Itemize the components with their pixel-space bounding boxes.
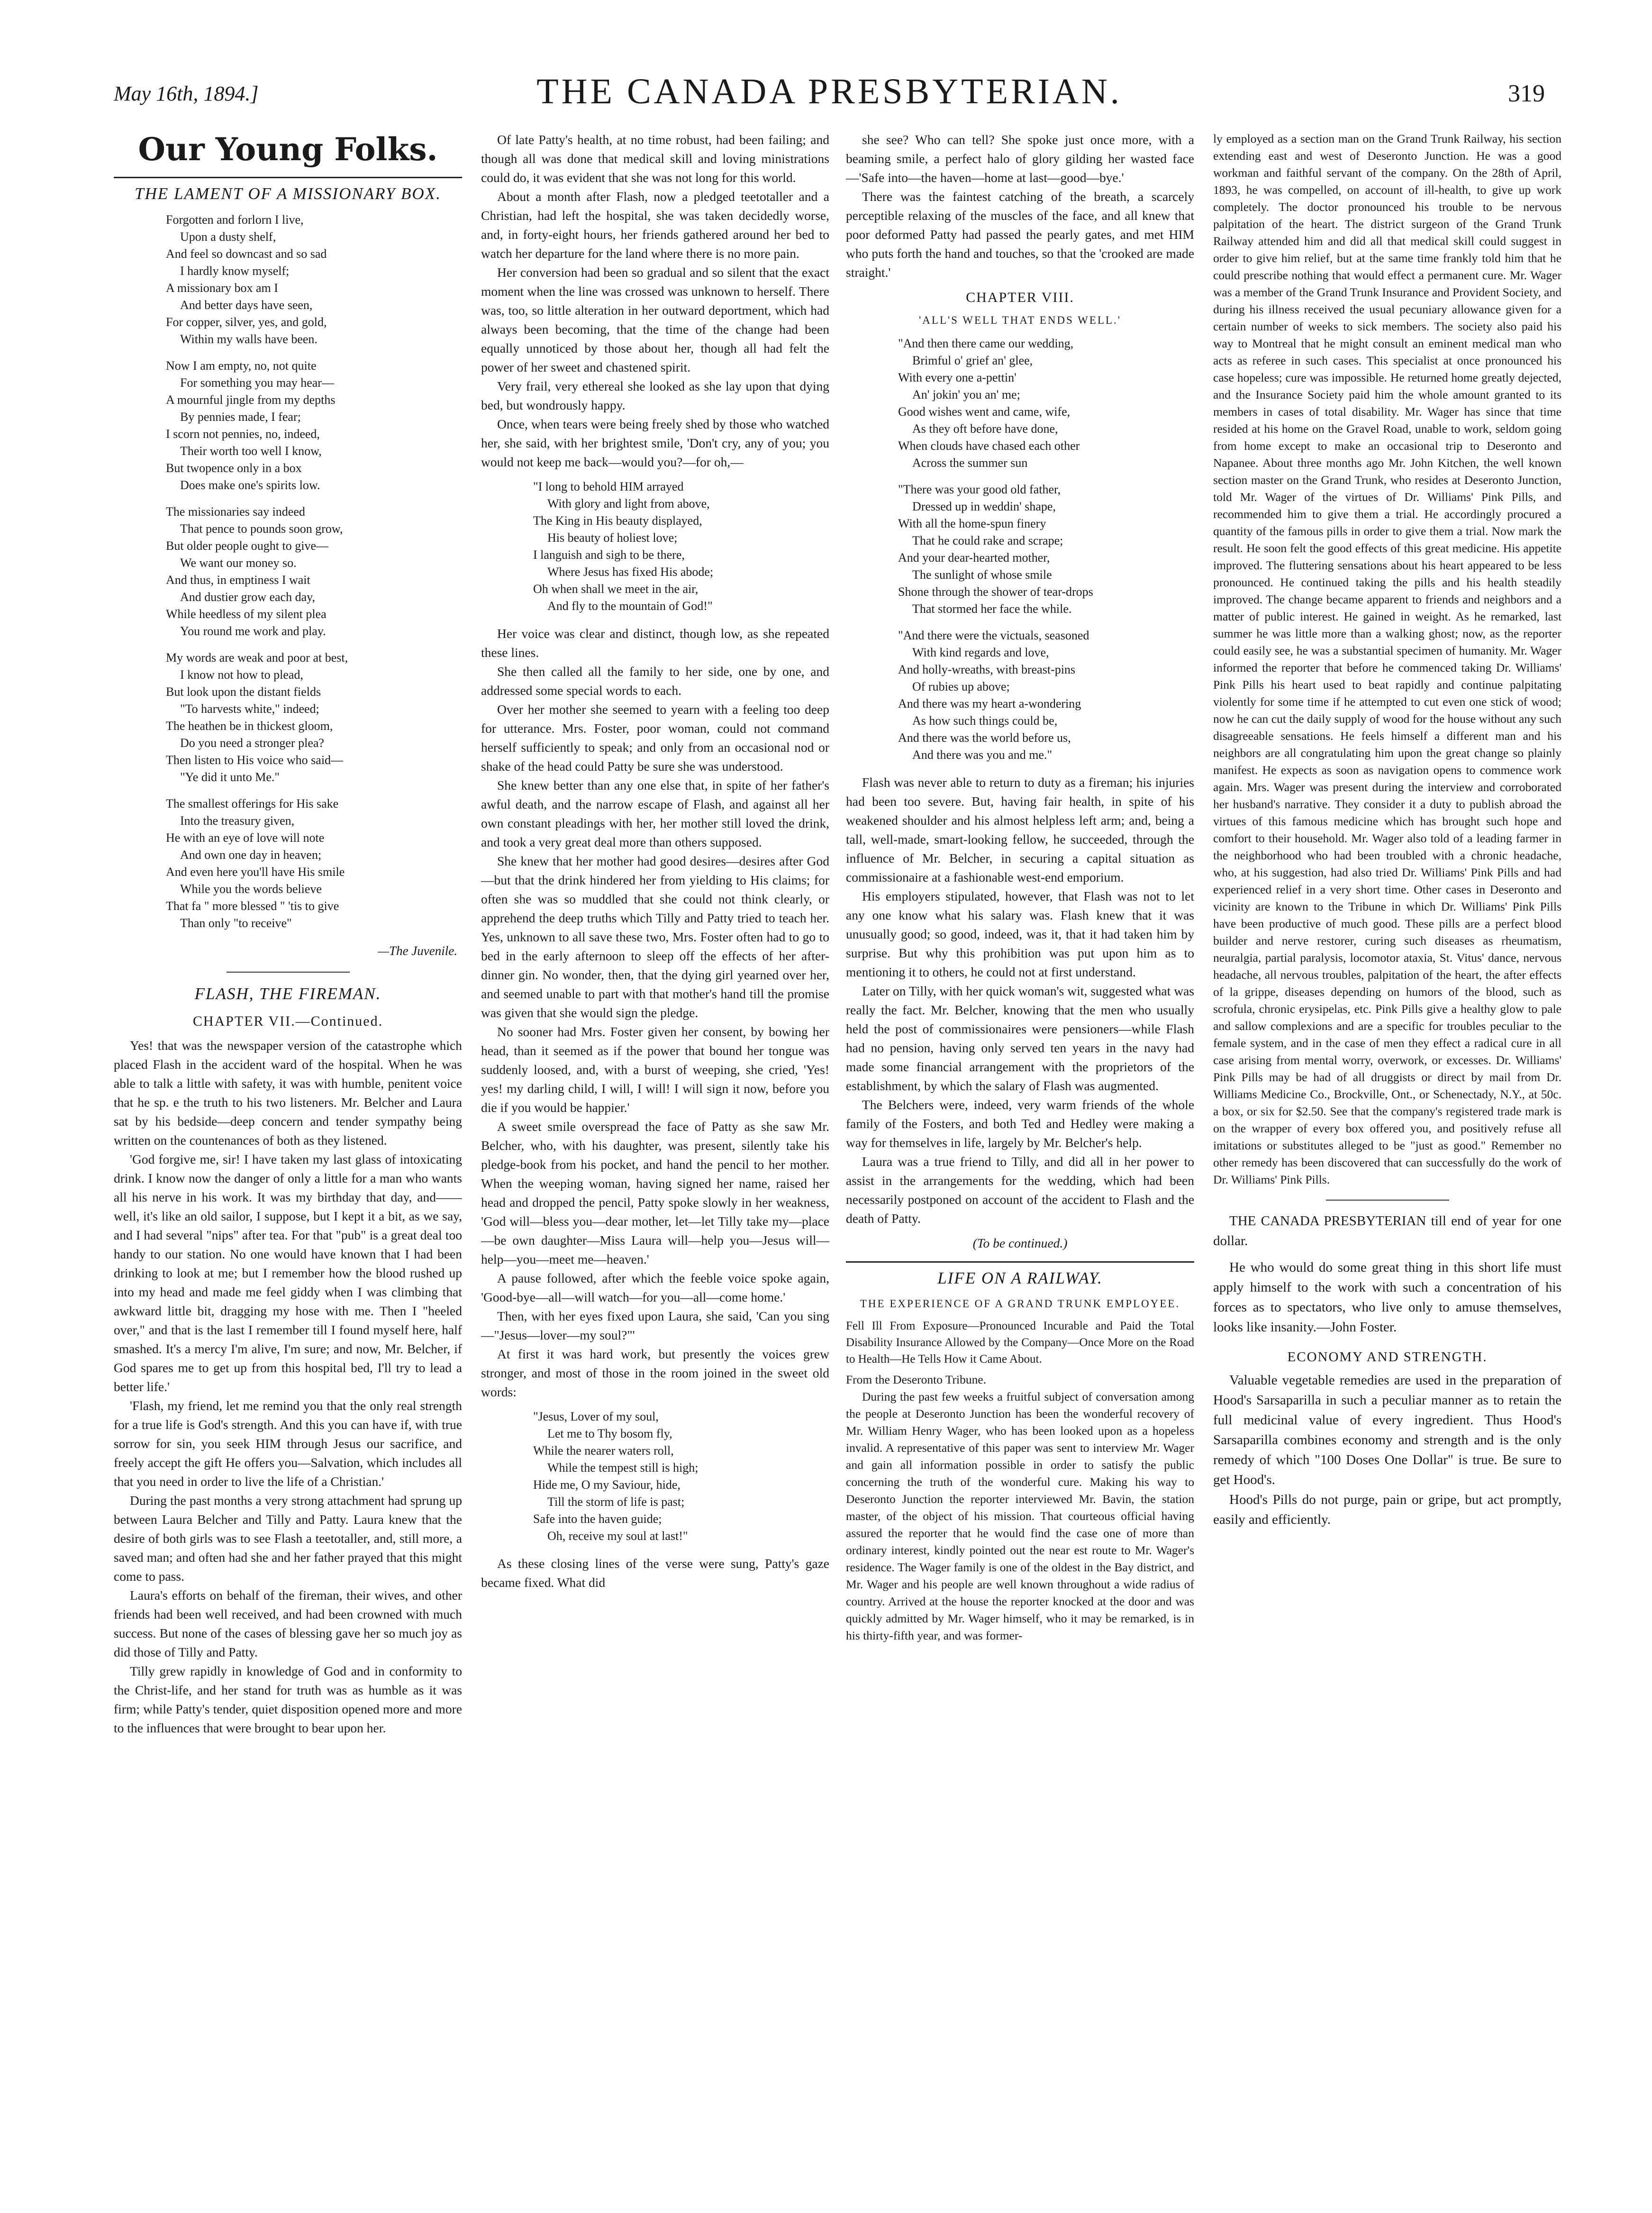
paragraph: 'God forgive me, sir! I have taken my last glass of intoxicating drink. I know now the danger of only a little for a man who wants all his nerve in his work. It was my birthday that day, and——well, it's like an old sailor, I suppose, but I kept it a bit, as we say, and I had several "nips" after tea. For that "pub" is a great deal too handy to our station. No one would have known that I had been drinking to look at me; but I remember how the blood rushed up into my head and made me feel giddy when I was climbing that awkward little bit, dragging my hose with me. Then I "heeled over," and that is the last I remember till I found myself here, half smashed. It's a mercy I'm alive, I'm sure; and now, Mr. Belcher, if God spares me to get up from this hospital bed, I'll try to lead a better life.'	[114, 1152, 462, 1394]
article-subtitle: THE EXPERIENCE OF A GRAND TRUNK EMPLOYEE.	[860, 1298, 1180, 1310]
story-text-col3b	[846, 773, 1194, 1228]
poem-line: Upon a dusty shelf,	[180, 230, 276, 244]
article-source: From the Deseronto Tribune.	[846, 1373, 987, 1386]
poem-line: Oh when shall we meet in the air,	[533, 582, 699, 596]
paragraph: A sweet smile overspread the face of Patty as she saw Mr. Belcher, who, with his daughter, was present, silently take his pledge-book from his pocket, and hand the pencil to her mother. When the weeping woman, having signed her name, raised her head and dropped the pencil, Patty spoke slowly in her weakness, 'God will—bless you—dear mother, let—let Tilly take my—place—be own daughter—Miss Laura will—help you—Jesus will—help—you—meet me—heaven.'	[481, 1119, 829, 1266]
chapter-heading: CHAPTER VII.—Continued.	[192, 1013, 383, 1029]
stanza	[898, 335, 1194, 472]
hoods-pills-text: Hood's Pills do not purge, pain or gripe, but act promptly, easily and efficiently.	[1213, 1492, 1561, 1527]
poem-line: With kind regards and love,	[912, 646, 1049, 659]
to-be-continued: (To be continued.)	[972, 1236, 1068, 1250]
poem-line: My words are weak and poor at best,	[166, 651, 348, 665]
article-paragraph: During the past few weeks a fruitful subject of conversation among the people at Deseronto Junction has been the wonderful recovery of Mr. William Henry Wager, who has been looked upon as a hopeless invalid. A representative of this paper was sent to interview Mr. Wager and gain all information possible in order to satisfy the public concerning the truth of the wonderful cure. Making his way to Deseronto Junction the reporter interviewed Mr. Bavin, the station master, of the object of his mission. That courteous official having assured the reporter that he would find the case one of more than ordinary interest, kindly pointed out the near est route to Mr. Wager's residence. The Wager family is one of the oldest in the Bay district, and Mr. Wager and his people are well known throughout a wide radius of country. Arrived at the house the reporter knocked at the door and was quickly admitted by Mr. Wager himself, who it may be remarked, is in his thirty-fifth year, and was former-	[846, 1390, 1194, 1642]
poem-line: Oh, receive my soul at last!"	[547, 1529, 688, 1543]
paragraph: During the past months a very strong attachment had sprung up between Laura Belcher and Tilly and Patty. Laura knew that the desire of both girls was to see Flash a teetotaller, and, still more, a saved man; and often had she and her father prayed that this might come to pass.	[114, 1493, 462, 1584]
poem-line: Do you need a stronger plea?	[180, 736, 324, 750]
poem-line: "Ye did it unto Me."	[180, 770, 280, 784]
issue-date: May 16th, 1894.]	[114, 82, 259, 105]
poem-line: For something you may hear—	[180, 376, 334, 390]
paragraph: Her conversion had been so gradual and so silent that the exact moment when the line was crossed was unknown to herself. There was, too, so little alteration in her outward deportment, which had always been becoming, that the time of the change had been equally unnoticed by those about her, though all had felt the power of her sweet and chastened spirit.	[481, 265, 829, 374]
poem-line: And better days have seen,	[180, 298, 313, 312]
paragraph: She knew that her mother had good desires—desires after God—but that the drink hindered her from yielding to His claims; for often she was so muddled that she could not think clearly, or apprehend the deep truths which Tilly and Patty tried to teach her. Yes, unknown to all save these two, Mrs. Foster often had to go to bed in the early afternoon to sleep off the effects of her after-dinner gin. No wonder, then, that the dying girl yearned over her, and seemed unable to part with that mother's hand till the promise was given that she would sign the pledge.	[481, 854, 829, 1020]
poem-line: And there was my heart a-wondering	[898, 697, 1081, 710]
poem-line: With glory and light from above,	[547, 497, 710, 510]
paragraph: ly employed as a section man on the Grand Trunk Railway, his section extending east and west of Deseronto Junction. He was a good workman and faithful servant of the company. On the 28th of April, 1893, he was compelled, on account of ill-health, to give up work completely. The doctor pronounced his trouble to be nervous palpitation of the heart. The district surgeon of the Grand Trunk Railway attended him and did all that medical skill could suggest in order to give him relief, but at the same time frankly told him that he could prescribe nothing that would effect a permanent cure. Mr. Wager was a member of the Grand Trunk Insurance and Provident Society, and during his illness received the usual pecuniary allowance given for a certain number of weeks to sick members. The society also paid his way to Montreal that he might consult an eminent medical man who acts as referee in such cases. This specialist at once pronounced his case hopeless; cure was impossible. He returned home greatly dejected, and the Insurance Society paid him the whole amount granted to its members in cases of total disability. Mr. Wager has since that time resided at his home on the Gravel Road, unable to work, seldom going from home except to make an occasional trip to Deseronto and Napanee. About three months ago Mr. John Kitchen, the well known section master on the Grand Trunk, who resides at Deseronto Junction, told Mr. Wager of the virtues of Dr. Williams' Pink Pills, and recommended him to give them a trial. He accordingly procured a quantity of the famous pills in order to give them a trial. Now mark the result. He soon felt the good effects of this great medicine. His appetite improved. The fluttering sensations about his heart appeared to be less pronounced. He continued taking the pills and his health steadily improved. The change became apparent to friends and neighbors and a matter of public interest. He gained in weight. As he remarked, last summer he was little more than a walking ghost; now, as the reporter could easily see, he was a substantial specimen of humanity. Mr. Wager informed the reporter that before he commenced taking Dr. Williams' Pink Pills his heart used to beat rapidly and continue palpitating violently for some time if he attempted to cut even one stick of wood; now he can cut the daily supply of wood for the house without any such disagreeable sensations. He feels himself a different man and his neighbors are all congratulating him upon the great change so plainly manifest. He expects as soon as navigation opens to commence work again. Mrs. Wager was present during the interview and corroborated her husband's narrative. They consider it a duty to publish abroad the virtues of this famous medicine which has brought such hope and comfort to their household. Mr. Wager also told of a leading farmer in the neighborhood who had been troubled with a chronic headache, who, at his suggestion, had also tried Dr. Williams' Pink Pills and had experienced relief in a very short time. Other cases in Deseronto and vicinity are known to the Tribune in which Dr. Williams' Pink Pills have been productive of much good. These pills are a perfect blood builder and nerve restorer, curing such diseases as rheumatism, neuralgia, partial paralysis, locomotor ataxia, St. Vitus' dance, nervous headache, all nervous troubles, palpitation of the heart, the after effects of la grippe, diseases depending on humors of the blood, such as scrofula, chronic erysipelas, etc. Pink Pills give a healthy glow to pale and sallow complexions and are a specific for troubles peculiar to the female system, and in the case of men they effect a radical cure in all case arising from mental worry, overwork, or excesses. Dr. Williams' Pink Pills may be had of all druggists or direct by mail from Dr. Williams Medicine Co., Brockville, Ont., or Schenectady, N.Y., at 50c. a box, or six for $2.50. See that the company's registered trade mark is on the wrapper of every box offered you, and positively refuse all imitations or substitutes alleged to be "just as good." Remember no other remedy has been discovered that can successfully do the work of Dr. Williams' Pink Pills.	[1213, 132, 1561, 1186]
poem-line: Shone through the shower of tear-drops	[898, 585, 1093, 599]
poem-line: Of rubies up above;	[912, 680, 1010, 693]
masthead	[114, 71, 1545, 123]
paragraph: Once, when tears were being freely shed by those who watched her, she said, with her brightest smile, 'Don't cry, any of you; you would not keep me back—would you?—for oh,—	[481, 417, 829, 469]
poem-line: For copper, silver, yes, and gold,	[166, 315, 327, 329]
poem-line: Now I am empty, no, not quite	[166, 359, 317, 373]
poem-line: We want our money so.	[180, 556, 297, 570]
wedding-song	[898, 335, 1194, 764]
page-number: 319	[1508, 80, 1545, 107]
story-text-col2a	[481, 130, 829, 472]
poem-line: The missionaries say indeed	[166, 505, 305, 519]
poem-line: A mournful jingle from my depths	[166, 393, 336, 407]
newspaper-title: THE CANADA PRESBYTERIAN.	[536, 72, 1122, 111]
poem-line: And thus, in emptiness I wait	[166, 573, 310, 587]
poem-line: When clouds have chased each other	[898, 439, 1080, 453]
poem-line: And there was the world before us,	[898, 731, 1071, 745]
economy-heading: ECONOMY AND STRENGTH.	[1287, 1349, 1488, 1365]
poem-line: As they oft before have done,	[912, 422, 1058, 436]
stanza	[533, 478, 829, 615]
chapter-heading: CHAPTER VIII.	[966, 290, 1074, 305]
poem-line: That he could rake and scrape;	[912, 534, 1063, 547]
poem-line: Into the treasury given,	[180, 814, 295, 828]
poem-line: While the tempest still is high;	[547, 1461, 699, 1475]
story-title: FLASH, THE FIREMAN.	[194, 984, 381, 1003]
poem-line: With all the home-spun finery	[898, 517, 1046, 530]
poem-line: While you the words believe	[180, 882, 322, 896]
paragraph: Yes! that was the newspaper version of the catastrophe which placed Flash in the accident ward of the hospital. When he was able to talk a little with safety, it was with humble, penitent voice that he sp. e the truth to his two listeners. Mr. Belcher and Laura sat by his bedside—deep concern and tender sympathy being written on the countenances of both as they listened.	[114, 1038, 462, 1147]
poem-line: And holly-wreaths, with breast-pins	[898, 663, 1076, 676]
poem-line: Where Jesus has fixed His abode;	[547, 565, 714, 579]
paragraph: No sooner had Mrs. Foster given her consent, by bowing her head, than it seemed as if the power that bound her tongue was suddenly loosed, and, with a burst of weeping, she cried, 'Yes! yes! my darling child, I will, I will! I will sign it now, before you die if you would be happier.'	[481, 1024, 829, 1115]
poem-line: The smallest offerings for His sake	[166, 797, 339, 811]
column-2	[481, 130, 829, 2183]
article-summary: Fell Ill From Exposure—Pronounced Incurable and Paid the Total Disability Insurance Allowed by the Company—Once More on the Road to Health—He Tells How it Came About.	[846, 1320, 1194, 1366]
paragraph: Then, with her eyes fixed upon Laura, she said, 'Can you sing—"Jesus—lover—my soul?"'	[481, 1309, 829, 1342]
paragraph: At first it was hard work, but presently the voices grew stronger, and most of those in the room joined in the sweet old words:	[481, 1347, 829, 1399]
section-heading-young-folks: Our Young Folks.	[138, 131, 438, 168]
poem-line: Till the storm of life is past;	[547, 1495, 685, 1509]
poem-line: That fa " more blessed " 'tis to give	[166, 899, 339, 913]
poem-line: That stormed her face the while.	[912, 602, 1072, 616]
paragraph: Tilly grew rapidly in knowledge of God and in conformity to the Christ-life, and her stand for truth was as humble as it was firm; while Patty's tender, quiet disposition opened more and more to the influences that were brought to bear upon her.	[114, 1664, 462, 1735]
stanza	[166, 357, 462, 494]
hymn-verse	[533, 478, 829, 615]
story-text-col3a	[846, 130, 1194, 282]
poem-line: "And there were the victuals, seasoned	[898, 628, 1089, 642]
divider	[1326, 1200, 1449, 1201]
paragraph: Of late Patty's health, at no time robust, had been failing; and though all was done that medical skill and loving ministrations could do, it was evident that she was not long for this world.	[481, 132, 829, 185]
paragraph: A pause followed, after which the feeble voice spoke again, 'Good-bye—all—will watch—for you—all—come home.'	[481, 1271, 829, 1304]
poem-line: Does make one's spirits low.	[180, 478, 320, 492]
poem-line: But older people ought to give—	[166, 539, 329, 553]
stanza	[898, 627, 1194, 764]
poem-line: And your dear-hearted mother,	[898, 551, 1050, 565]
poem-credit: —The Juvenile.	[378, 944, 457, 958]
poem-line: Forgotten and forlorn I live,	[166, 213, 304, 227]
poem-line: And own one day in heaven;	[180, 848, 322, 862]
poem-line: Let me to Thy bosom fly,	[547, 1427, 672, 1440]
poem-line: Dressed up in weddin' shape,	[912, 500, 1056, 513]
poem-line: You round me work and play.	[180, 624, 326, 638]
paragraph: 'Flash, my friend, let me remind you that the only real strength for a true life is God's strength. And this you can have if, with true sorrow for sin, you seek HIM through Jesus our sacrifice, and freely accept the gift He offers you—Salvation, which includes all that you need in order to live the life of a Christian.'	[114, 1398, 462, 1489]
poem-line: A missionary box am I	[166, 281, 278, 295]
paragraph: His employers stipulated, however, that Flash was not to let any one know what his salary was. Flash knew that it was unusually good; so good, indeed, was it, that it had taken him by surprise. But why this prohibition was put upon him as to mentioning it to others, he could not at first understand.	[846, 889, 1194, 979]
poem-line: The heathen be in thickest gloom,	[166, 719, 333, 733]
poem-line: "To harvests white," indeed;	[180, 702, 319, 716]
poem-line: I know not how to plead,	[180, 668, 303, 682]
divider	[846, 1261, 1194, 1263]
paragraph: Laura was a true friend to Tilly, and did all in her power to assist in the arrangements for the wedding, which had been necessarily postponed on account of the accident to Flash and the death of Patty.	[846, 1154, 1194, 1226]
poem-line: "There was your good old father,	[898, 483, 1061, 496]
poem-line: But look upon the distant fields	[166, 685, 321, 699]
article-text-col4	[1213, 130, 1561, 1188]
paragraph: There was the faintest catching of the breath, a scarcely perceptible relaxing of the muscles of the face, and all knew that poor deformed Patty had passed the pearly gates, and met HIM who puts forth the hand and touches, so that the 'crooked are made straight.'	[846, 189, 1194, 280]
column-3	[846, 130, 1194, 2183]
poem-line: Hide me, O my Saviour, hide,	[533, 1478, 681, 1492]
poem-line: As how such things could be,	[912, 714, 1058, 728]
poem-line: I languish and sigh to be there,	[533, 548, 685, 562]
story-paragraph: As these closing lines of the verse were sung, Patty's gaze became fixed. What did	[481, 1556, 829, 1590]
poem-line: While the nearer waters roll,	[533, 1444, 674, 1457]
poem-line: Within my walls have been.	[180, 332, 318, 346]
paragraph: Over her mother she seemed to yearn with a feeling too deep for utterance. Mrs. Foster, poor woman, could not command herself sufficiently to speak; and only from an occasional nod or shake of the head could Patty be sure she was understood.	[481, 702, 829, 774]
poem-line: Then listen to His voice who said—	[166, 753, 344, 767]
subscription-notice: THE CANADA PRESBYTERIAN till end of year for one dollar.	[1213, 1213, 1561, 1248]
stanza	[166, 503, 462, 640]
paragraph: She then called all the family to her side, one by one, and addressed some special words to each.	[481, 664, 829, 698]
paragraph: Later on Tilly, with her quick woman's wit, suggested what was really the fact. Mr. Belcher, knowing that the men who usually held the post of commissionaires were pensioners—while Flash had no pension, having only served ten years in the navy had made some financial arrangement with the proprietors of the establishment, by which the salary of Flash was augmented.	[846, 984, 1194, 1093]
divider	[227, 972, 350, 973]
poem-line: An' jokin' you an' me;	[912, 388, 1020, 401]
poem-line: The King in His beauty displayed,	[533, 514, 702, 528]
stanza	[898, 481, 1194, 618]
poem-line: And feel so downcast and so sad	[166, 247, 327, 261]
chapter-subtitle: 'ALL'S WELL THAT ENDS WELL.'	[919, 314, 1121, 326]
poem-lament	[166, 211, 462, 932]
poem-line: That pence to pounds soon grow,	[180, 522, 343, 536]
poem-line: "I long to behold HIM arrayed	[533, 480, 684, 493]
paragraph: She knew better than any one else that, in spite of her father's awful death, and the narrow escape of Flash, and against all her own constant pleadings with her, her mother still loved the drink, and took a very great deal more than others supposed.	[481, 778, 829, 849]
divider	[114, 177, 462, 178]
hymn-jesus-lover	[533, 1408, 829, 1545]
economy-text: Valuable vegetable remedies are used in the preparation of Hood's Sarsaparilla in such a peculiar manner as to retain the full medicinal value of every ingredient. Thus Hood's Sarsaparilla combines economy and strength and is the only remedy of which "100 Doses One Dollar" is true. Be sure to get Hood's.	[1213, 1373, 1561, 1487]
poem-title: THE LAMENT OF A MISSIONARY BOX.	[135, 184, 441, 203]
poem-line: While heedless of my silent plea	[166, 607, 327, 621]
stanza	[166, 211, 462, 348]
stanza	[533, 1408, 829, 1545]
stanza	[166, 649, 462, 786]
poem-line: Their worth too well I know,	[180, 444, 322, 458]
poem-line: Across the summer sun	[912, 456, 1028, 470]
poem-line: But twopence only in a box	[166, 461, 302, 475]
poem-line: By pennies made, I fear;	[180, 410, 301, 424]
paragraph: Very frail, very ethereal she looked as she lay upon that dying bed, but wondrously happy.	[481, 379, 829, 412]
column-4	[1213, 130, 1561, 2183]
poem-line: "Jesus, Lover of my soul,	[533, 1410, 659, 1423]
poem-line: I hardly know myself;	[180, 264, 290, 278]
paragraph: About a month after Flash, now a pledged teetotaller and a Christian, had left the hospital, she was taken decidedly worse, and, in forty-eight hours, her friends gathered around her bed to watch her departure for the land where there is no more pain.	[481, 189, 829, 261]
stanza	[166, 795, 462, 932]
story-text-col1	[114, 1036, 462, 1738]
poem-line: I scorn not pennies, no, indeed,	[166, 427, 320, 441]
poem-line: And there was you and me."	[912, 748, 1053, 762]
article-title: LIFE ON A RAILWAY.	[937, 1269, 1103, 1287]
poem-line: His beauty of holiest love;	[547, 531, 678, 545]
poem-line: Brimful o' grief an' glee,	[912, 354, 1033, 367]
paragraph: she see? Who can tell? She spoke just once more, with a beaming smile, a perfect halo of glory gilding her wasted face—'Safe into—the haven—home at last—good—bye.'	[846, 132, 1194, 185]
poem-line: And dustier grow each day,	[180, 590, 315, 604]
column-1	[114, 130, 462, 2183]
paragraph: Laura's efforts on behalf of the fireman, their wives, and other friends had been well received, and had been crowned with much success. But none of the cases of blessing gave her so much joy as did those of Tilly and Patty.	[114, 1588, 462, 1659]
story-text-col2b	[481, 624, 829, 1402]
poem-line: And fly to the mountain of God!"	[547, 599, 713, 613]
poem-line: With every one a-pettin'	[898, 371, 1017, 384]
paragraph: Flash was never able to return to duty as a fireman; his injuries had been too severe. But, having fair health, in spite of his weakened shoulder and his almost helpless left arm; and, being a tall, well-made, smart-looking fellow, he succeeded, through the influence of Mr. Belcher, in securing a capital situation as commissionaire at a fashionable west-end emporium.	[846, 775, 1194, 884]
poem-line: Than only "to receive"	[180, 916, 292, 930]
paragraph: The Belchers were, indeed, very warm friends of the whole family of the Fosters, and both Ted and Hedley were making a way for themselves in life, largely by Mr. Belcher's help.	[846, 1097, 1194, 1150]
poem-line: The sunlight of whose smile	[912, 568, 1052, 582]
poem-line: He with an eye of love will note	[166, 831, 325, 845]
paragraph: Her voice was clear and distinct, though low, as she repeated these lines.	[481, 626, 829, 660]
poem-line: Good wishes went and came, wife,	[898, 405, 1071, 419]
john-foster-quote: He who would do some great thing in this short life must apply himself to the work with such a concentration of his forces as to spectators, who live only to amuse themselves, looks like insanity.—John Foster.	[1213, 1260, 1561, 1335]
poem-line: "And then there came our wedding,	[898, 337, 1074, 350]
poem-line: Safe into the haven guide;	[533, 1512, 662, 1526]
poem-line: And even here you'll have His smile	[166, 865, 345, 879]
